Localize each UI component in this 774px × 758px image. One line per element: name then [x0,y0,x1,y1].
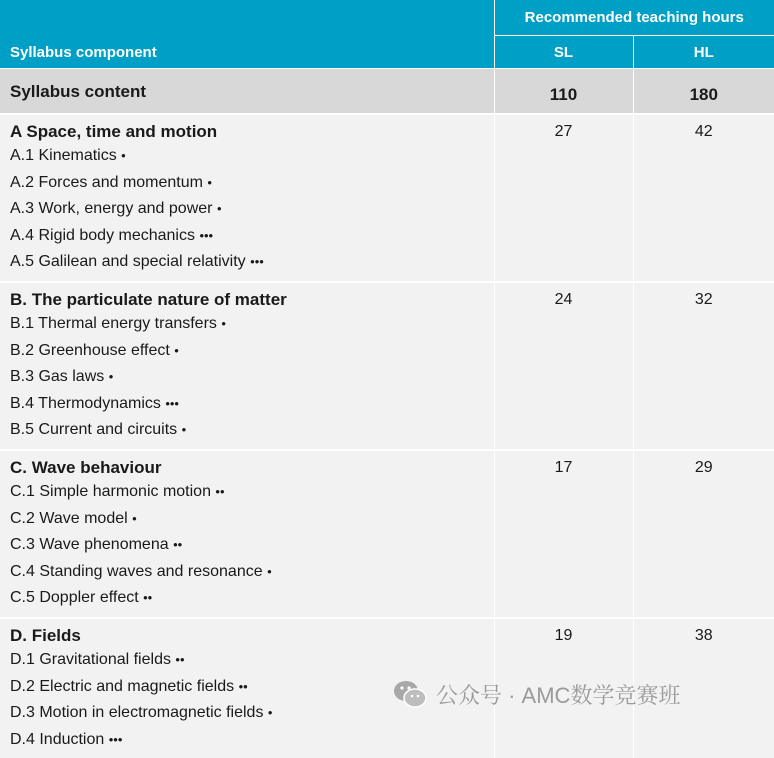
section-hl-hours: 32 [633,282,774,450]
topic-dots: ••• [108,731,123,747]
syllabus-content-row [0,69,774,115]
hl-header: HL [633,36,774,69]
watermark [392,676,680,712]
section-title: D. Fields [10,625,81,645]
topic-dots: • [267,705,273,721]
topic-dots: • [108,369,114,385]
topic-item: B.4 Thermodynamics ••• [10,394,179,412]
syllabus-content-label: Syllabus content [0,69,494,115]
section-row-a [0,114,774,282]
topic-dots: • [221,315,226,331]
section-row-b [0,282,774,450]
topic-item: A.1 Kinematics • [10,147,126,164]
section-sl-hours: 17 [494,450,633,618]
topic-item: A.5 Galilean and special relativity ••• [10,253,264,271]
section-sl-hours: 24 [494,282,633,450]
topic-dots: •• [215,483,225,499]
topic-dots: •• [173,537,183,553]
topic-item: B.3 Gas laws • [10,368,114,386]
topic-item: D.1 Gravitational fields •• [10,650,185,668]
topic-dots: • [174,342,179,358]
topic-item: A.4 Rigid body mechanics ••• [10,226,214,244]
sl-header: SL [494,36,633,69]
topic-item: C.4 Standing waves and resonance • [10,562,272,580]
topic-dots: ••• [199,227,214,243]
topic-dots: • [207,174,212,190]
topic-dots: •• [175,651,185,667]
topic-item: B.2 Greenhouse effect • [10,341,179,359]
topic-dots: ••• [165,395,179,411]
section-sl-hours: 27 [494,114,633,282]
section-hl-hours: 29 [633,450,774,618]
section-title: C. Wave behaviour [10,457,162,477]
topic-dots: •• [143,590,153,606]
topic-item: C.5 Doppler effect •• [10,589,153,607]
topic-dots: • [216,201,222,217]
section-title: A Space, time and motion [10,122,218,141]
topic-item: C.1 Simple harmonic motion •• [10,482,225,500]
topic-item: C.2 Wave model • [10,509,137,527]
syllabus-content-sl: 110 [494,69,633,115]
topic-dots: ••• [250,254,264,270]
section-sl-hours: 19 [494,618,633,758]
section-hl-hours: 38 [633,618,774,758]
topic-dots: • [181,422,187,438]
topic-item: A.3 Work, energy and power • [10,200,222,218]
section-row-c [0,450,774,618]
recommended-hours-header: Recommended teaching hours [494,0,774,36]
topic-dots: • [121,148,126,163]
section-hl-hours: 42 [633,114,774,282]
watermark-text: 公众号 · AMC数学竞赛班 [436,682,681,708]
topic-item: D.4 Induction ••• [10,730,123,748]
syllabus-content-hl: 180 [633,69,774,115]
topic-item: C.3 Wave phenomena •• [10,536,183,554]
topic-item: B.1 Thermal energy transfers • [10,314,226,332]
wechat-icon [392,678,428,710]
topic-dots: • [267,563,272,579]
syllabus-component-header: Syllabus component [0,0,494,69]
topic-dots: •• [238,678,248,694]
topic-item: D.2 Electric and magnetic fields •• [10,677,248,695]
topic-dots: • [132,510,137,526]
topic-item: B.5 Current and circuits • [10,421,187,439]
section-title: B. The particulate nature of matter [10,289,287,309]
topic-item: D.3 Motion in electromagnetic fields • [10,704,273,722]
topic-item: A.2 Forces and momentum • [10,173,212,191]
